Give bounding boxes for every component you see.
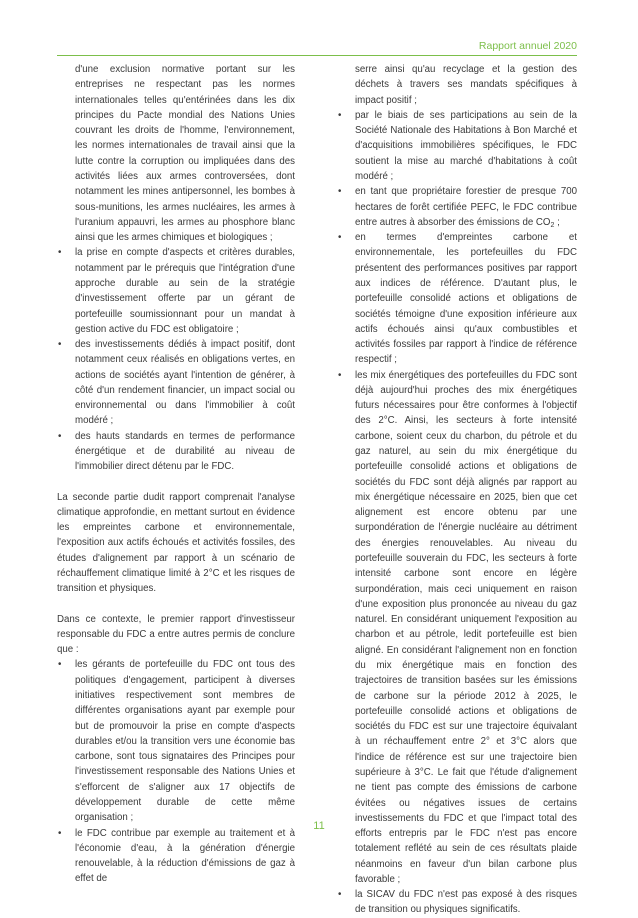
- continued-bullet-text: serre ainsi qu'au recyclage et la gestion des déchets à travers ses mandats spécifiques à impact positif ;: [355, 64, 577, 106]
- page-number: 11: [313, 820, 325, 832]
- co2-subscript: 2: [550, 221, 555, 229]
- right-column: [337, 62, 577, 918]
- list-item: • par le biais de ses participations au sein de la Société Nationale des Habitations à Bon Marché et d'acquisitions immobilières spécifiques, le FDC soutient la mise au marché d'habitations à coût modéré ;: [337, 108, 577, 184]
- bullet-list-conclusions-continued: [337, 108, 577, 918]
- paragraph: Dans ce contexte, le premier rapport d'investisseur responsable du FDC a entre autres permis de conclure que :: [57, 613, 295, 656]
- list-item: • la SICAV du FDC n'est pas exposé à des risques de transition ou physiques significatifs.: [337, 887, 577, 918]
- list-item: • les mix énergétiques des portefeuilles du FDC sont déjà aujourd'hui proches des mix énergétiques futurs nécessaires pour être conformes à l'objectif des 2°C. Ainsi, les secteurs à forte intensité carbone, soient ceux du charbon, du pétrole et du gaz naturel, au sein du mix énergétique du portefeuille consolidé actions et obligations de sociétés du FDC sont déjà alignés par rapport au mix énergétique nécessaire en 2025, bien que cet alignement est encore obtenu par une surpondération de l'énergie nucléaire au détriment des énergies renouvelables. Au niveau du portefeuille souverain du FDC, les secteurs à forte intensité carbone sont encore en légère surpondération, mais ceci uniquement en raison d'une exposition plus prononcée au niveau du gaz naturel. En considérant uniquement l'exposition au charbon et au pétrole, ledit portefeuille est bien aligné. En considérant l'alignement non en fonction du mix énergétique mais en fonction des trajectoires de transition basées sur les émissions de carbone sur la période 2012 à 2025, le portefeuille consolidé actions et obligations de sociétés du FDC est sur une trajectoire équivalant à un réchauffement entre 2° et 3°C alors que l'indice de référence est sur une trajectoire bien supérieure à 3°C. Le fait que l'étude d'alignement ne tient pas compte des émissions de carbone évitées ou négatives issues de certains investissements du FDC et que l'impact total des efforts entrepris par le FDC n'est pas encore totalement reflété au sein de ces résultats plaide néanmoins en faveur d'un bilan carbone plus favorable ;: [337, 368, 577, 888]
- list-item: • en termes d'empreintes carbone et environnementale, les portefeuilles du FDC présentent des performances positives par rapport aux indices de référence. D'autant plus, le portefeuille consolidé actions et obligations de sociétés témoigne d'une exposition inférieure aux actifs échoués ainsi qu'aux combustibles et activités fossiles par rapport à l'indice de référence respectif ;: [337, 230, 577, 368]
- bullet-list-criteria: [57, 245, 295, 474]
- list-item: • des hauts standards en termes de performance énergétique et de durabilité au niveau de l'immobilier direct détenu par le FDC.: [57, 429, 295, 475]
- bullet-list-conclusions: [57, 657, 295, 886]
- continued-bullet-text: d'une exclusion normative portant sur les entreprises ne respectant pas les normes internationales telles qu'entérinées dans les dix principes du Pacte mondial des Nations Unies couvrant les droits de l'homme, l'environnement, les normes internationales de travail ainsi que la lutte contre la corruption ou impliquées dans des activités liées aux armes controversées, dont notamment les mines antipersonnel, les bombes à sous-munitions, les armes nucléaires, les armes à l'uranium appauvri, les armes au phosphore blanc ainsi que les armes chimiques et biologiques ;: [75, 64, 295, 244]
- list-item: • les gérants de portefeuille du FDC ont tous des politiques d'engagement, participent à diverses initiatives respectivement sont membres de différentes organisations ayant par exemple pour but de promouvoir la prise en compte d'aspects durables et/ou la transition vers une économie bas carbone, sont tous signataires des Principes pour l'investissement responsable des Nations Unies et s'efforcent de s'aligner aux 17 objectifs de développement durable de cette même organisation ;: [57, 657, 295, 825]
- list-item: [337, 184, 577, 230]
- list-item: • la prise en compte d'aspects et critères durables, notamment par le prérequis que l'intégration d'une approche durable au sein de la stratégie d'investissement offerte par un gérant de portefeuille soumissionnant pour un mandat à gestion active du FDC est obligatoire ;: [57, 245, 295, 337]
- left-column: [57, 62, 295, 887]
- list-item: • des investissements dédiés à impact positif, dont notamment ceux réalisés en obligations vertes, en actions de sociétés ayant l'intention de générer, à côté d'un rendement financier, un impact social ou environnemental ou dans l'immobilier à coût modéré ;: [57, 337, 295, 429]
- co2-text: en tant que propriétaire forestier de presque 700 hectares de forêt certifiée PEFC, le FDC contribue entre autres à absorber des émissions de CO: [355, 186, 577, 228]
- report-title-header: Rapport annuel 2020: [478, 40, 577, 52]
- list-item: • le FDC contribue par exemple au traitement et à l'économie d'eau, à la génération d'énergie renouvelable, à la réduction d'émissions de gaz à effet de: [57, 826, 295, 887]
- paragraph: La seconde partie dudit rapport comprenait l'analyse climatique approfondie, en mettant surtout en évidence les empreintes carbone et environnementale, l'exposition aux actifs échoués et activités fossiles, des études d'alignement par rapport à un scénario de réchauffement climatique limité à 2°C et les risques de transition et physiques.: [57, 491, 295, 595]
- co2-text-end: ;: [554, 216, 560, 228]
- header-divider: [57, 55, 577, 56]
